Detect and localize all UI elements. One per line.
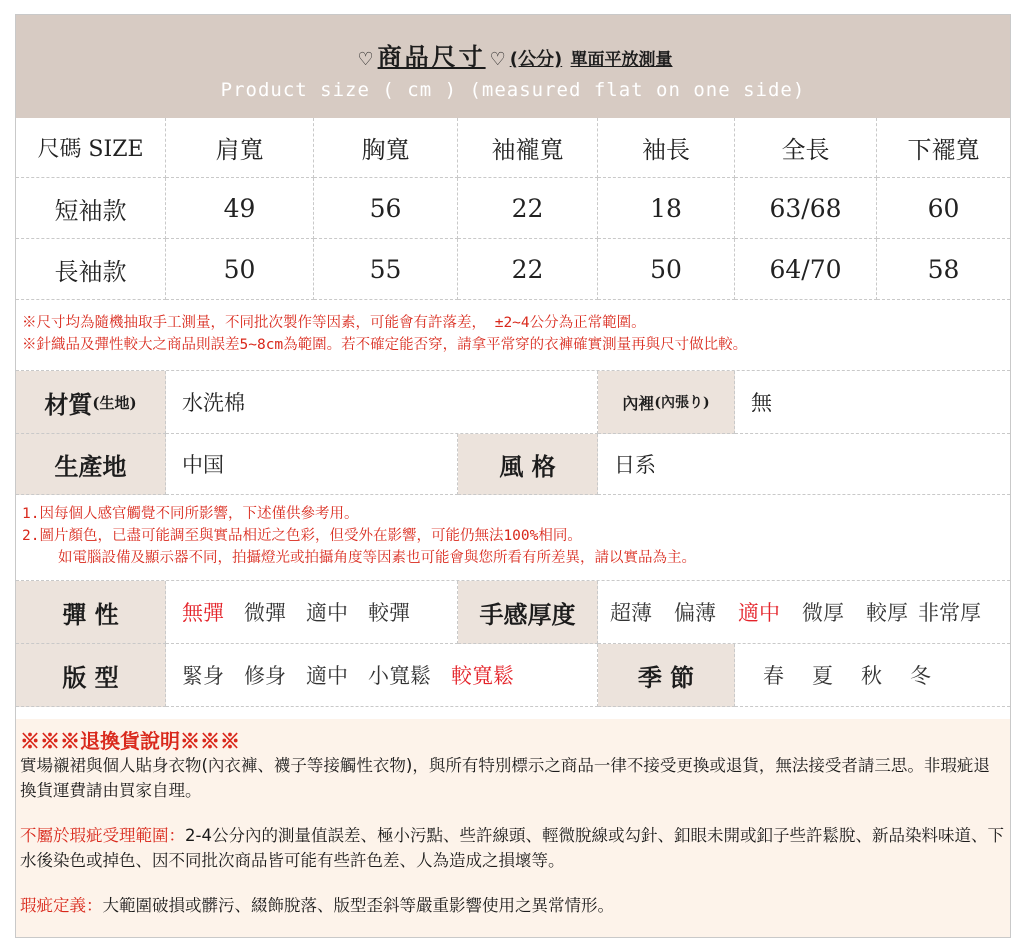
- header-title: [16, 37, 1010, 72]
- color-notes: [16, 495, 1010, 581]
- season-label: 季 節: [598, 644, 735, 707]
- material-value: 水洗棉: [166, 371, 598, 434]
- size-value: 22: [458, 178, 598, 239]
- sheet-header: [16, 15, 1010, 118]
- size-col-header: 下襬寬: [877, 118, 1010, 178]
- lining-label: 內裡 (內張り): [598, 371, 735, 434]
- returns-defect-definition: [20, 893, 1006, 918]
- size-col-header: 胸寬: [314, 118, 458, 178]
- size-value: 64/70: [735, 239, 877, 300]
- size-value: 60: [877, 178, 1010, 239]
- table-row: [16, 178, 1010, 239]
- returns-body: 實場襯裙與個人貼身衣物(內衣褲、襪子等接觸性衣物)，與所有特別標示之商品一律不接受更換或退貨，無法接受者請三思。非瑕疵退換貨運費請由買家自理。: [20, 756, 990, 800]
- origin-row: [16, 434, 1010, 495]
- option-ultra-thin: 超薄: [610, 601, 652, 625]
- option-spring: 春: [763, 664, 784, 688]
- option-autumn: 秋: [861, 664, 882, 688]
- option-summer: 夏: [812, 664, 833, 688]
- option-slim: 修身: [244, 664, 286, 688]
- option-very-thick: 非常厚: [918, 601, 981, 625]
- size-col-header: 全長: [735, 118, 877, 178]
- returns-policy: [16, 719, 1010, 937]
- option-high: 較彈: [368, 601, 410, 625]
- option-thin: 偏薄: [674, 601, 716, 625]
- option-winter: 冬: [910, 664, 931, 688]
- header-note: 單面平放測量: [570, 50, 673, 70]
- fit-label: 版 型: [16, 644, 166, 707]
- size-value: 50: [598, 239, 735, 300]
- size-table-header: [16, 118, 1010, 178]
- heart-icon: ♡: [489, 49, 506, 70]
- header-subtitle: Product size ( cm ) (measured flat on one side): [220, 79, 806, 101]
- size-value: 50: [166, 239, 314, 300]
- style-label: 風 格: [458, 434, 598, 495]
- fit-row: [16, 644, 1010, 707]
- option-medium: 適中: [306, 601, 348, 625]
- elasticity-row: [16, 581, 1010, 644]
- color-note: 1.因每個人感官觸覺不同所影響，下述僅供參考用。: [22, 506, 359, 522]
- row-label: 長袖款: [16, 239, 166, 300]
- elasticity-label: 彈 性: [16, 581, 166, 644]
- option-tight: 緊身: [182, 664, 224, 688]
- size-value: 22: [458, 239, 598, 300]
- option-regular: 適中: [306, 664, 348, 688]
- elasticity-options: [166, 581, 458, 644]
- size-col-header: 尺碼 SIZE: [16, 118, 166, 178]
- header-title-main: 商品尺寸: [377, 43, 486, 71]
- size-value: 55: [314, 239, 458, 300]
- size-value: 18: [598, 178, 735, 239]
- size-value: 49: [166, 178, 314, 239]
- origin-value: 中国: [166, 434, 458, 495]
- fit-options: [166, 644, 598, 707]
- thickness-label: 手感厚度: [458, 581, 598, 644]
- color-note: 2.圖片顏色，已盡可能調至與實品相近之色彩，但受外在影響，可能仍無法100%相同。: [22, 528, 582, 544]
- size-value: 56: [314, 178, 458, 239]
- option-slightly-loose: 小寬鬆: [368, 664, 431, 688]
- heart-icon: ♡: [357, 49, 374, 70]
- defect-text: 大範圍破損或髒污、綴飾脫落、版型歪斜等嚴重影響使用之異常情形。: [102, 896, 614, 915]
- material-label: 材質 (生地): [16, 371, 166, 434]
- style-value: 日系: [598, 434, 1010, 495]
- material-row: [16, 371, 1010, 434]
- option-none: 無彈: [182, 601, 224, 625]
- size-col-header: 肩寬: [166, 118, 314, 178]
- size-note: ※針織品及彈性較大之商品則誤差5~8cm為範圍。若不確定能否穿，請拿平常穿的衣褲確實測量再與尺寸做比較。: [22, 337, 748, 353]
- exclusions-label: 不屬於瑕疵受理範圍：: [20, 826, 185, 845]
- returns-exclusions: [20, 823, 1006, 873]
- option-slight: 微彈: [244, 601, 286, 625]
- thickness-options: [598, 581, 1010, 644]
- size-value: 63/68: [735, 178, 877, 239]
- exclusions-text: 2-4公分內的測量值誤差、極小污點、些許線頭、輕微脫線或勾針、釦眼未開或釦子些許鬆脫、新品染料味道、下水後染色或掉色、因不同批次商品皆可能有些許色差、人為造成之損壞等。: [20, 826, 1004, 870]
- size-col-header: 袖長: [598, 118, 735, 178]
- table-row: [16, 239, 1010, 300]
- season-options: [735, 644, 1010, 707]
- header-unit: (公分): [509, 49, 563, 70]
- option-slightly-thick: 微厚: [802, 601, 844, 625]
- lining-value: 無: [735, 371, 1010, 434]
- color-note: 如電腦設備及顯示器不同，拍攝燈光或拍攝角度等因素也可能會與您所看有所差異，請以實品為主。: [58, 550, 696, 566]
- size-col-header: 袖襱寬: [458, 118, 598, 178]
- option-medium: 適中: [738, 601, 780, 625]
- defect-label: 瑕疵定義：: [20, 896, 103, 915]
- returns-title: ※※※退換貨說明※※※: [20, 729, 240, 753]
- origin-label: 生產地: [16, 434, 166, 495]
- option-loose: 較寬鬆: [451, 664, 514, 688]
- row-label: 短袖款: [16, 178, 166, 239]
- size-sheet: [15, 14, 1011, 938]
- size-note: ※尺寸均為隨機抽取手工測量，不同批次製作等因素，可能會有許落差， ±2~4公分為正常範圍。: [22, 315, 646, 331]
- option-thick: 較厚: [866, 601, 908, 625]
- size-value: 58: [877, 239, 1010, 300]
- size-notes: [16, 312, 1010, 371]
